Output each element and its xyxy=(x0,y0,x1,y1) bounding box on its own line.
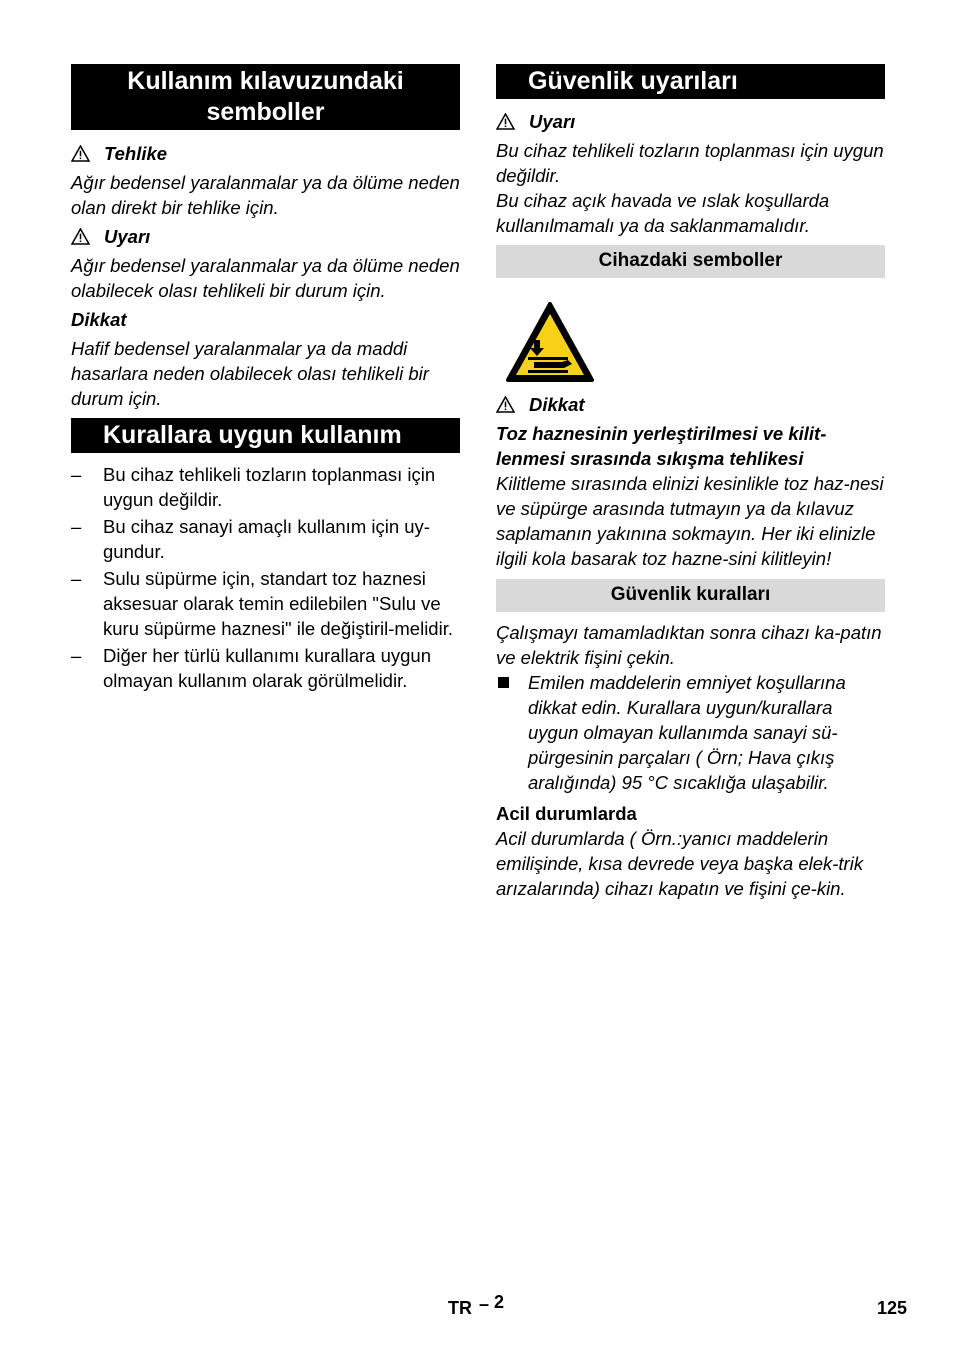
emergency-text: Acil durumlarda ( Örn.:yanıcı maddelerin emilişinde, kısa devrede veya başka elek-trik arızalarında) cihazı kapatın ve fişini çe-kin. xyxy=(496,828,864,899)
section-heading-safety: Güvenlik uyarıları xyxy=(496,64,885,99)
subheading-device-symbols: Cihazdaki semboller xyxy=(496,245,885,278)
square-bullet-icon xyxy=(498,677,509,688)
list-item: – Sulu süpürme için, standart toz haznesi aksesuar olarak temin edilebilen "Sulu ve kuru süpürme haznesi" ile değiştiril-melidir. xyxy=(71,566,460,641)
text-uyari-2: Bu cihaz açık havada ve ıslak koşullarda kullanılmamalı ya da saklanmamalıdır. xyxy=(496,190,830,236)
section-heading-symbols: Kullanım kılavuzundaki semboller xyxy=(71,64,460,130)
list-item: – Bu cihaz sanayi amaçlı kullanım için uy-gundur. xyxy=(71,514,460,564)
label-dikkat: Dikkat xyxy=(71,309,127,330)
section-heading-intended-use: Kurallara uygun kullanım xyxy=(71,418,460,453)
list-item: – Bu cihaz tehlikeli tozların toplanması için uygun değildir. xyxy=(71,462,460,512)
footer-section: TR – 2 xyxy=(448,1292,505,1318)
safety-rules-list xyxy=(496,670,885,795)
page-number: 125 xyxy=(877,1298,908,1318)
right-column xyxy=(496,64,885,901)
text-dikkat: Kilitleme sırasında elinizi kesinlikle toz haz-nesi ve süpürge arasında tutmayın ya da kılavuz saplamanın yakınına sokmayın. Her iki elinizle ilgili kola basarak toz hazne-sini kilitleyin! xyxy=(496,473,884,569)
intended-use-list xyxy=(71,462,460,693)
text-uyari-1: Bu cihaz tehlikeli tozların toplanması için uygun değildir. xyxy=(496,140,884,186)
text-dikkat-bold: Toz haznesinin yerleştirilmesi ve kilit-lenmesi sırasında sıkışma tehlikesi xyxy=(496,423,827,469)
warning-triangle-icon xyxy=(71,145,90,162)
label-tehlike: Tehlike xyxy=(71,141,460,166)
warning-triangle-icon xyxy=(496,396,515,413)
list-item: – Diğer her türlü kullanımı kurallara uygun olmayan kullanım olarak görülmelidir. xyxy=(71,643,460,693)
hand-crush-warning-icon xyxy=(504,300,596,384)
text-tehlike: Ağır bedensel yaralanmalar ya da ölüme neden olan direkt bir tehlike için. xyxy=(71,172,460,218)
subheading-safety-rules: Güvenlik kuralları xyxy=(496,579,885,612)
label-uyari: Uyarı xyxy=(496,109,885,134)
emergency-title: Acil durumlarda xyxy=(496,803,637,824)
text-safety-rules: Çalışmayı tamamladıktan sonra cihazı ka-patın ve elektrik fişini çekin. xyxy=(496,622,882,668)
left-column xyxy=(71,64,460,695)
list-item: Emilen maddelerin emniyet koşullarına dikkat edin. Kurallara uygun/kurallara uygun olmayan kullanımda sanayi sü-pürgesinin parçaları ( Örn; Hava çıkış aralığında) 95 °C sıcaklığa ulaşabilir. xyxy=(496,670,885,795)
warning-triangle-icon xyxy=(71,228,90,245)
label-uyari: Uyarı xyxy=(71,224,460,249)
label-dikkat: Dikkat xyxy=(496,392,885,417)
text-uyari: Ağır bedensel yaralanmalar ya da ölüme neden olabilecek olası tehlikeli bir durum için. xyxy=(71,255,460,301)
warning-triangle-icon xyxy=(496,113,515,130)
text-dikkat: Hafif bedensel yaralanmalar ya da maddi hasarlara neden olabilecek olası tehlikeli bir durum için. xyxy=(71,338,429,409)
